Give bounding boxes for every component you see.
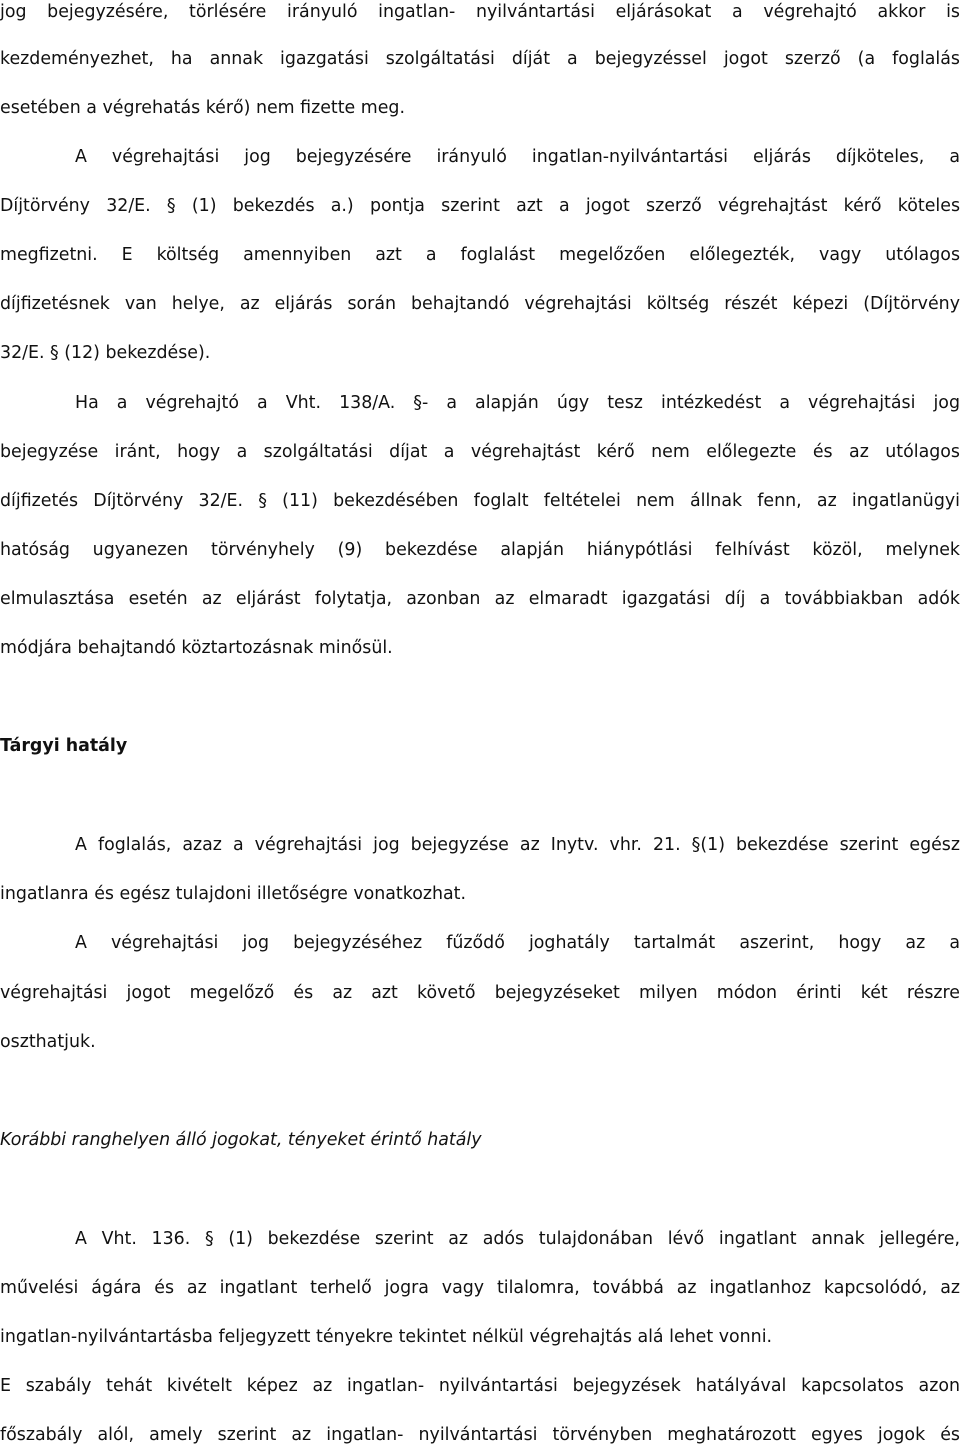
- paragraph-2-line-4: díjfizetésnek van helye, az eljárás során behajtandó végrehajtási költség részét képezi (Díjtörvény: [0, 294, 960, 314]
- paragraph-4-line-2: ingatlanra és egész tulajdoni illetőségre vonatkozhat.: [0, 884, 466, 904]
- paragraph-5-line-2: végrehajtási jogot megelőző és az azt követő bejegyzéseket milyen módon érinti két részre: [0, 983, 960, 1003]
- paragraph-3-line-5: elmulasztása esetén az eljárást folytatja, azonban az elmaradt igazgatási díj a továbbiakban adók: [0, 589, 960, 609]
- paragraph-1-line-3: esetében a végrehatás kérő) nem fizette meg.: [0, 98, 405, 118]
- paragraph-2-line-5: 32/E. § (12) bekezdése).: [0, 343, 211, 363]
- paragraph-1-line-1: jog bejegyzésére, törlésére irányuló ingatlan- nyilvántartási eljárásokat a végrehajtó akkor is: [0, 2, 960, 22]
- paragraph-6-line-1: A Vht. 136. § (1) bekezdése szerint az adós tulajdonában lévő ingatlant annak jellegére,: [75, 1229, 960, 1249]
- paragraph-5-line-3: oszthatjuk.: [0, 1032, 96, 1052]
- paragraph-7-line-1: E szabály tehát kivételt képez az ingatlan- nyilvántartási bejegyzések hatályával kapcsolatos azon: [0, 1376, 960, 1396]
- paragraph-3-line-3: díjfizetés Díjtörvény 32/E. § (11) bekezdésében foglalt feltételei nem állnak fenn, az ingatlanügyi: [0, 491, 960, 511]
- section-heading-targyi-hataly: Tárgyi hatály: [0, 736, 128, 756]
- paragraph-2-line-2: Díjtörvény 32/E. § (1) bekezdés a.) pontja szerint azt a jogot szerző végrehajtást kérő köteles: [0, 196, 960, 216]
- paragraph-6-line-2: művelési ágára és az ingatlant terhelő jogra vagy tilalomra, továbbá az ingatlanhoz kapcsolódó, az: [0, 1278, 960, 1298]
- paragraph-1-line-2: kezdeményezhet, ha annak igazgatási szolgáltatási díját a bejegyzéssel jogot szerző (a foglalás: [0, 49, 960, 69]
- section-heading-korabbi-ranghely: Korábbi ranghelyen álló jogokat, tényeket érintő hatály: [0, 1130, 482, 1150]
- paragraph-3-line-4: hatóság ugyanezen törvényhely (9) bekezdése alapján hiánypótlási felhívást közöl, melynek: [0, 540, 960, 560]
- paragraph-6-line-3: ingatlan-nyilvántartásba feljegyzett tényekre tekintet nélkül végrehajtás alá lehet vonni.: [0, 1327, 773, 1347]
- paragraph-3-line-6: módjára behajtandó köztartozásnak minősül.: [0, 638, 393, 658]
- paragraph-2-line-1: A végrehajtási jog bejegyzésére irányuló ingatlan-nyilvántartási eljárás díjköteles, a: [75, 147, 960, 167]
- paragraph-2-line-3: megfizetni. E költség amennyiben azt a foglalást megelőzően előlegezték, vagy utólagos: [0, 245, 960, 265]
- paragraph-3-line-2: bejegyzése iránt, hogy a szolgáltatási díjat a végrehajtást kérő nem előlegezte és az utólagos: [0, 442, 960, 462]
- paragraph-5-line-1: A végrehajtási jog bejegyzéséhez fűződő joghatály tartalmát aszerint, hogy az a: [75, 933, 960, 953]
- paragraph-3-line-1: Ha a végrehajtó a Vht. 138/A. §- a alapján úgy tesz intézkedést a végrehajtási jog: [75, 393, 960, 413]
- paragraph-7-line-2: főszabály alól, amely szerint az ingatlan- nyilvántartási törvényben meghatározott egyes jogok és: [0, 1425, 960, 1445]
- paragraph-4-line-1: A foglalás, azaz a végrehajtási jog bejegyzése az Inytv. vhr. 21. §(1) bekezdése szerint egész: [75, 835, 960, 855]
